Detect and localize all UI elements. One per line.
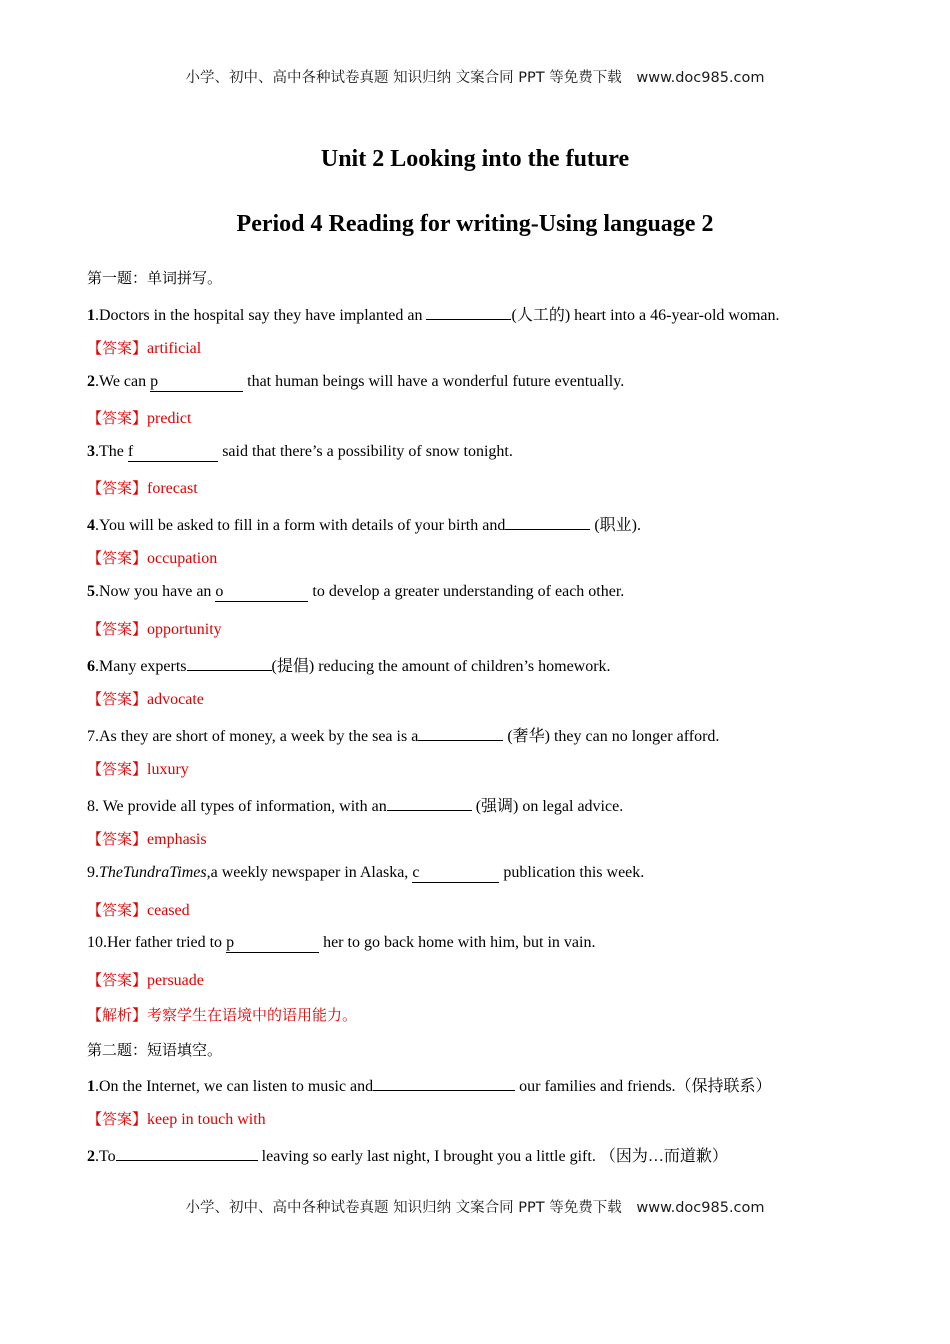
phrase-question-1: 1.On the Internet, we can listen to music and our families and friends.（保持联系） — [87, 1078, 772, 1095]
footer-text: 小学、初中、高中各种试卷真题 知识归纳 文案合同 PPT 等免费下载 — [185, 1200, 622, 1216]
question-9: 9.TheTundraTimes,a weekly newspaper in Alaska, c publication this week. — [87, 864, 645, 881]
page-footer — [0, 1196, 950, 1217]
footer-site[interactable]: www.doc985.com — [636, 1200, 765, 1216]
question-3: 3.The f said that there’s a possibility of snow tonight. — [87, 443, 513, 460]
question-1: 1.Doctors in the hospital say they have implanted an (人工的) heart into a 46-year-old woman. — [87, 307, 780, 324]
question-4: 4.You will be asked to fill in a form with details of your birth and (职业). — [87, 517, 641, 534]
header-site[interactable]: www.doc985.com — [636, 70, 765, 86]
phrase-question-2: 2.To leaving so early last night, I brought you a little gift. （因为…而道歉） — [87, 1148, 728, 1165]
document-subtitle: Period 4 Reading for writing-Using language 2 — [236, 211, 714, 237]
section1-heading: 第一题：单词拼写。 — [87, 269, 223, 287]
answer-blank — [187, 656, 272, 671]
answer-8: 【答案】emphasis — [87, 830, 207, 848]
answer-4: 【答案】occupation — [87, 549, 218, 567]
answer-1: 【答案】artificial — [87, 339, 202, 357]
question-5: 5.Now you have an o to develop a greater understanding of each other. — [87, 583, 625, 600]
explanation: 【解析】考察学生在语境中的语用能力。 — [87, 1006, 358, 1024]
answer-blank — [387, 796, 472, 811]
answer-9: 【答案】ceased — [87, 901, 190, 919]
document-title: Unit 2 Looking into the future — [320, 146, 630, 172]
answer-5: 【答案】opportunity — [87, 620, 222, 638]
header-text: 小学、初中、高中各种试卷真题 知识归纳 文案合同 PPT 等免费下载 — [185, 70, 622, 86]
question-10: 10.Her father tried to p her to go back home with him, but in vain. — [87, 934, 596, 951]
question-6: 6.Many experts (提倡) reducing the amount of children’s homework. — [87, 658, 611, 675]
answer-6: 【答案】advocate — [87, 690, 204, 708]
page-header — [0, 66, 950, 87]
answer-10: 【答案】persuade — [87, 971, 204, 989]
answer-7: 【答案】luxury — [87, 760, 189, 778]
phrase-answer-1: 【答案】keep in touch with — [87, 1110, 266, 1128]
question-7: 7.As they are short of money, a week by the sea is a (奢华) they can no longer afford. — [87, 728, 720, 745]
question-2: 2.We can p that human beings will have a wonderful future eventually. — [87, 373, 625, 390]
answer-3: 【答案】forecast — [87, 479, 198, 497]
answer-blank — [116, 1146, 258, 1161]
answer-2: 【答案】predict — [87, 409, 192, 427]
newspaper-title: TheTundraTimes — [99, 864, 207, 881]
question-8: 8. We provide all types of information, with an (强调) on legal advice. — [87, 798, 624, 815]
answer-blank — [373, 1076, 515, 1091]
answer-blank — [426, 305, 511, 320]
answer-blank — [418, 726, 503, 741]
section2-heading: 第二题：短语填空。 — [87, 1041, 223, 1059]
answer-blank — [505, 515, 590, 530]
